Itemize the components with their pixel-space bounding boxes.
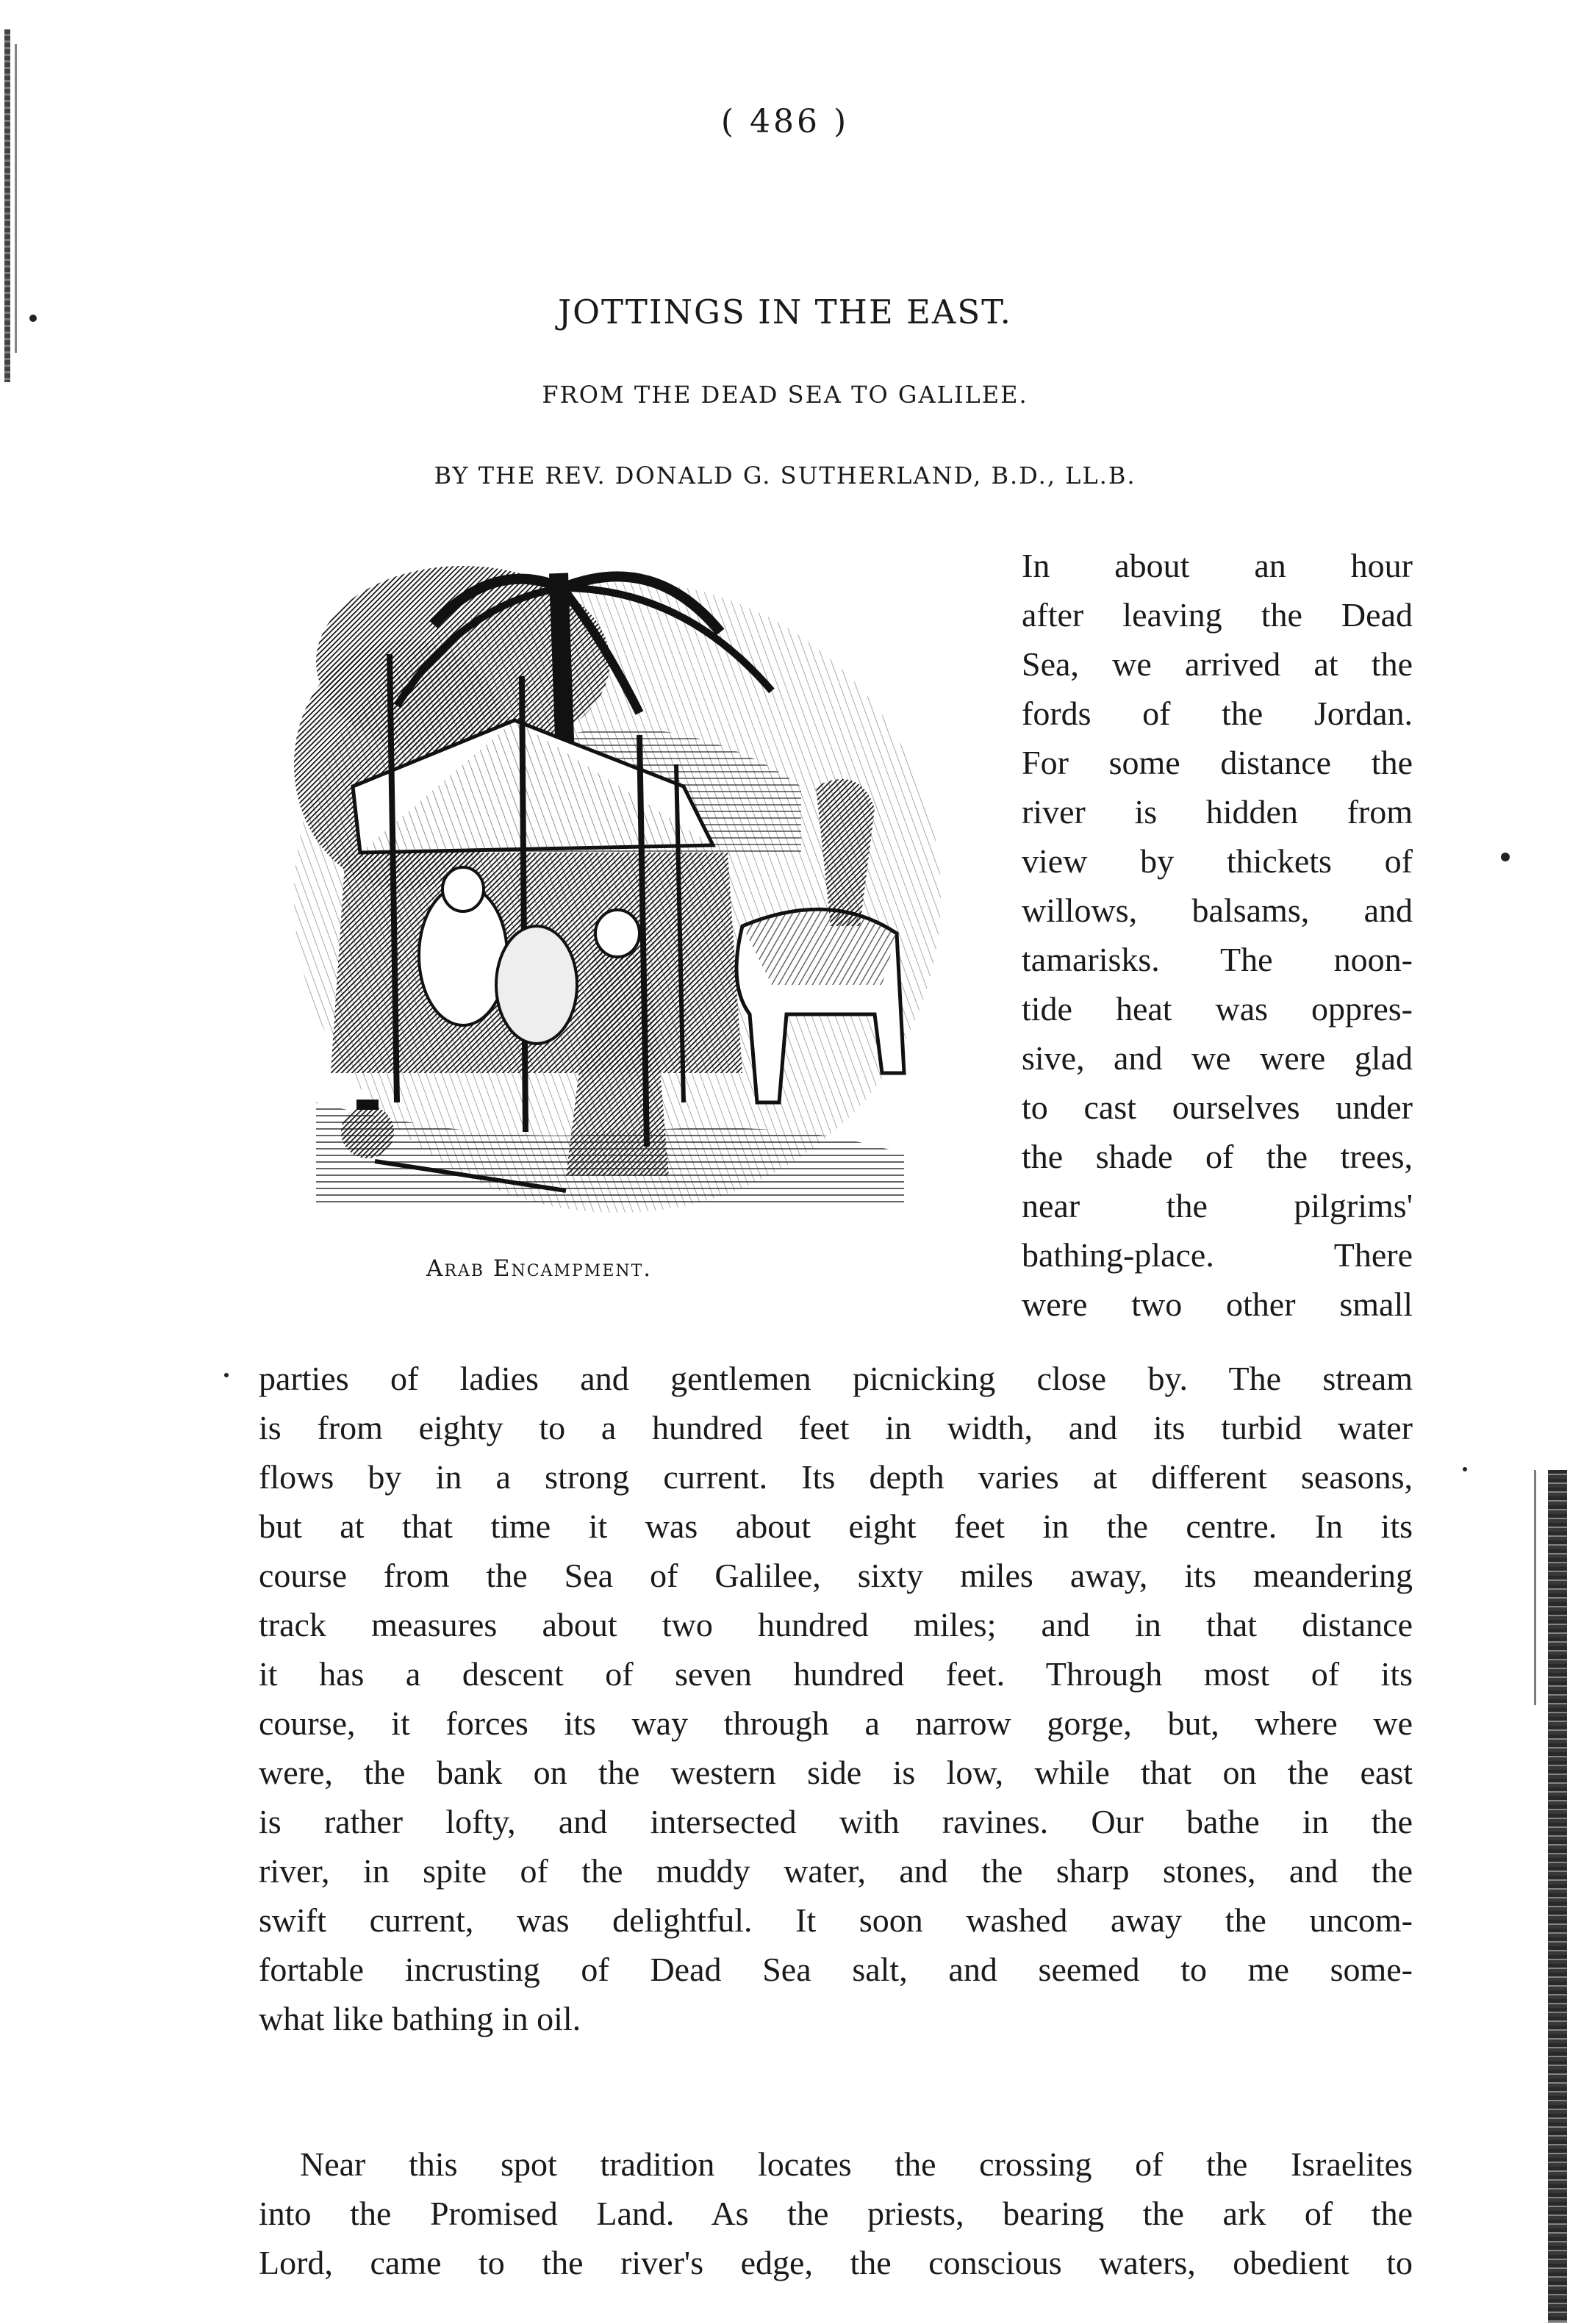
text-line: into the Promised Land. As the priests, bearing the ark of the (259, 2195, 1413, 2232)
text-line: tide heat was oppres- (1022, 990, 1413, 1027)
text-line: Lord, came to the river's edge, the conscious waters, obedient to (259, 2244, 1413, 2281)
text-line: but at that time it was about eight feet in the centre. In its (259, 1507, 1413, 1545)
text-line: it has a descent of seven hundred feet. Through most of its (259, 1655, 1413, 1693)
text-line: sive, and we were glad (1022, 1039, 1413, 1077)
text-line: fords of the Jordan. (1022, 695, 1413, 732)
scan-speck (224, 1373, 229, 1377)
text-line: fortable incrusting of Dead Sea salt, and seemed to me some- (259, 1951, 1413, 1988)
article-byline: BY THE REV. DONALD G. SUTHERLAND, B.D., LL.B. (434, 462, 1136, 489)
text-line: Sea, we arrived at the (1022, 645, 1413, 683)
page-number: ( 486 ) (720, 103, 850, 140)
text-line: is from eighty to a hundred feet in width, and its turbid water (259, 1409, 1413, 1446)
text-line: the shade of the trees, (1022, 1138, 1413, 1175)
text-line: course from the Sea of Galilee, sixty miles away, its meandering (259, 1557, 1413, 1594)
text-line: what like bathing in oil. (259, 2000, 581, 2037)
figure-caption: Arab Encampment. (426, 1255, 653, 1282)
text-line: willows, balsams, and (1022, 892, 1413, 929)
text-line: after leaving the Dead (1022, 596, 1413, 634)
scan-speck (1501, 853, 1510, 861)
text-line: is rather lofty, and intersected with ravines. Our bathe in the (259, 1803, 1413, 1840)
body-paragraph-1 (259, 1354, 1413, 2043)
text-line: Near this spot tradition locates the crossing of the Israelites (300, 2145, 1413, 2183)
text-line: near the pilgrims' (1022, 1187, 1413, 1224)
article-title: JOTTINGS IN THE EAST. (558, 293, 1012, 331)
text-line: were, the bank on the western side is low, while that on the east (259, 1754, 1413, 1791)
text-line: In about an hour (1022, 547, 1413, 584)
body-column-beside-figure (1022, 541, 1413, 1329)
article-subtitle: FROM THE DEAD SEA TO GALILEE. (542, 381, 1028, 409)
text-line: were two other small (1022, 1285, 1413, 1323)
text-line: tamarisks. The noon- (1022, 941, 1413, 978)
scan-edge-right (1548, 1470, 1567, 2323)
text-line: swift current, was delightful. It soon washed away the uncom- (259, 1901, 1413, 1939)
body-paragraph-2 (259, 2140, 1413, 2287)
text-line: river is hidden from (1022, 793, 1413, 831)
text-line: river, in spite of the muddy water, and the sharp stones, and the (259, 1852, 1413, 1890)
text-line: bathing-place. There (1022, 1236, 1413, 1274)
text-line: For some distance the (1022, 744, 1413, 781)
text-line: to cast ourselves under (1022, 1089, 1413, 1126)
text-line: parties of ladies and gentlemen picnicking close by. The stream (259, 1360, 1413, 1397)
scan-edge-right-line (1534, 1470, 1536, 1705)
arab-encampment-engraving (272, 544, 970, 1249)
text-line: track measures about two hundred miles; and in that distance (259, 1606, 1413, 1643)
text-line: view by thickets of (1022, 842, 1413, 880)
text-line: course, it forces its way through a narrow gorge, but, where we (259, 1704, 1413, 1742)
text-line: flows by in a strong current. Its depth varies at different seasons, (259, 1458, 1413, 1496)
scan-speck (1463, 1467, 1467, 1471)
